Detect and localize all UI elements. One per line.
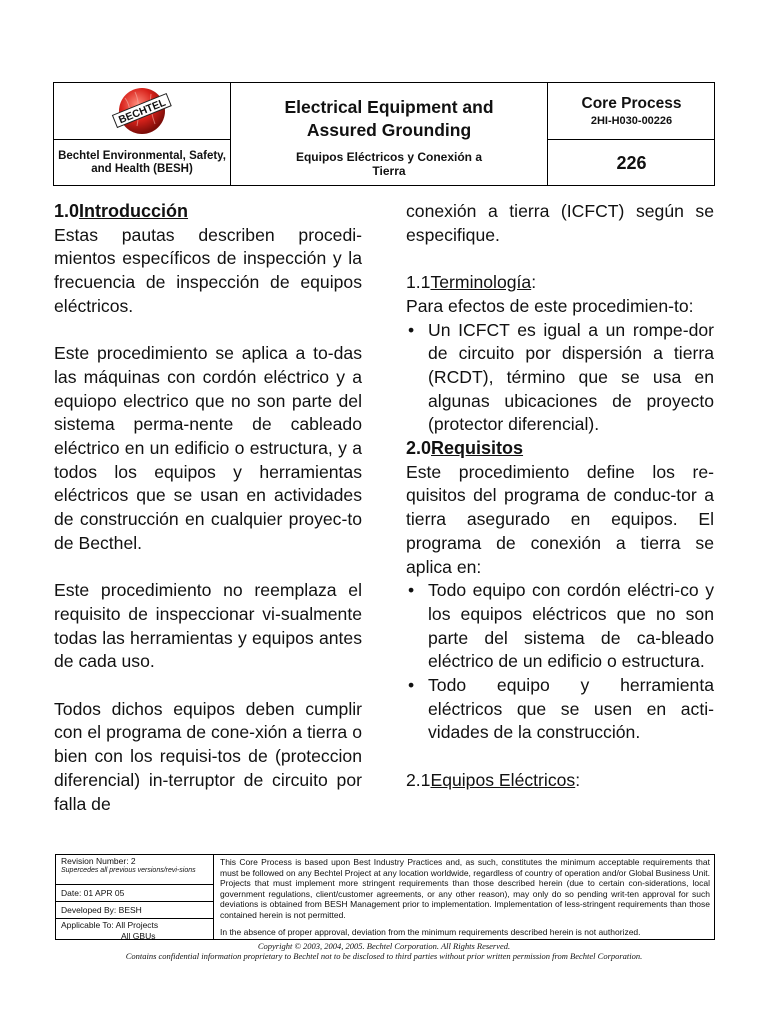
revision-number: Revision Number: 2 [61, 856, 136, 866]
terminology-list [406, 319, 714, 438]
section-2-1-number: 2.1 [406, 769, 431, 790]
title-en-line1: Electrical Equipment and [284, 96, 494, 117]
title-en-line2: Assured Grounding [306, 119, 472, 140]
section-2-heading [406, 437, 714, 461]
confidentiality-notice: Contains confidential information proprietary to Bechtel not to be disclosed to third parties without prior written permission from Bechtel Corporation. [125, 951, 643, 961]
terminology-paragraph: Para efectos de este procedimien-to: [406, 295, 694, 316]
intro-paragraph-2: Este procedimiento se aplica a to-das las máquinas con cordón eléctrico y a equiopo electrico que no son parte del sistema perma-nente de cableado eléctrico en un edificio o estructura, y a todos los equipos y herramientas eléctricos que se usan en actividades de construcción en cualquier proyec-to de Becthel. [54, 343, 362, 553]
list-item-text: Todo equipo con cordón eléctri-co y los equipos eléctricos que no son parte del sistema de ca-bleado eléctrico de un edificio o estructura. [428, 580, 714, 672]
section-1-1-colon: : [531, 272, 537, 293]
list-item [406, 579, 714, 674]
section-2-1-heading [406, 769, 714, 793]
bullet-icon: • [408, 319, 415, 340]
bechtel-logo [111, 86, 173, 136]
core-process-label: Core Process [581, 95, 682, 112]
list-item-text: Un ICFCT es igual a un rompe-dor de circuito por dispersión a tierra (RCDT), término que se usa en algunas ubicaciones de proyecto (protector diferencial). [428, 319, 714, 435]
right-column [406, 200, 714, 793]
section-1-number: 1.0 [54, 201, 80, 221]
revision-row [56, 855, 213, 885]
applicable-to-gbus: All GBUs [121, 930, 156, 941]
revision-footer [55, 854, 715, 940]
title-es-line2: Tierra [372, 163, 406, 178]
section-1-heading [54, 200, 362, 224]
deviation-text: In the absence of proper approval, deviation from the minimum requirements described herein is not authorized. [220, 927, 641, 937]
list-item [406, 319, 714, 438]
revision-info [56, 855, 214, 939]
intro-paragraph-4: Todos dichos equipos deben cumplir con el programa de cone-xión a tierra o bien con los requisi-tos de (proteccion diferencial) in-terruptor de circuito por falla de [54, 698, 362, 814]
bullet-icon: • [408, 580, 415, 601]
section-2-1-colon: : [575, 769, 581, 790]
intro-paragraph-1: Estas pautas describen procedi-mientos específicos de inspección y la frecuencia de inspección de equipos eléctricos. [54, 224, 362, 316]
section-1-title: Introducción [79, 201, 189, 221]
bullet-icon: • [408, 675, 415, 696]
date-row: Date: 01 APR 05 [56, 885, 213, 902]
applicable-to-row [56, 919, 213, 939]
intro-paragraph-3: Este procedimiento no reemplaza el requisito de inspeccionar vi-sualmente todas las herramientas y equipos antes de cada uso. [54, 580, 362, 672]
title-es-line1: Equipos Eléctricos y Conexión a [295, 149, 483, 164]
list-item [406, 674, 714, 745]
section-2-title: Requisitos [431, 438, 524, 459]
title-cell [230, 83, 548, 186]
continued-paragraph: conexión a tierra (ICFCT) según se especifique. [406, 201, 714, 245]
process-number: 226 [548, 139, 715, 186]
requirements-paragraph: Este procedimiento define los re-quisitos del programa de conduc-tor a tierra asegurado en equipos. El programa de conexión a tierra se aplica en: [406, 461, 714, 577]
core-process-statement [216, 855, 714, 940]
section-1-1-heading [406, 271, 714, 295]
doc-number: 2HI-H030-00226 [590, 115, 673, 127]
statement-text: This Core Process is based upon Best Industry Practices and, as such, constitutes the minimum acceptable requirements that must be followed on any Bechtel Project at any location worldwide, regardless of country of operation and/or Global Business Unit. Projects that must implement more stringent requirements than those described herein (due to certain con-siderations, local government regulations, client/customer agreements, or any other reason), may only do so pending writ-ten approval for such deviations is obtained from BESH Management prior to implementation. Implementation of less-stringent requirements than those contained herein is not permitted. [220, 857, 710, 920]
section-1-1-number: 1.1 [406, 272, 431, 293]
org-name: Bechtel Environmental, Safety, and Health (BESH) [54, 139, 230, 186]
section-2-1-title: Equipos Eléctricos [430, 769, 576, 790]
developed-by-row: Developed By: BESH [56, 902, 213, 919]
section-1-1-title: Terminología [430, 272, 532, 293]
supersedes-note: Supercedes all previous versions/revi-sions [61, 866, 196, 874]
core-process-cell [548, 83, 715, 139]
list-item-text: Todo equipo y herramienta eléctricos que se usen en acti-vidades de la construcción. [428, 675, 714, 743]
document-header [53, 82, 715, 186]
requirements-list [406, 579, 714, 745]
copyright-notice: Copyright © 2003, 2004, 2005. Bechtel Corporation. All Rights Reserved. [257, 941, 511, 951]
logo-cell [54, 83, 230, 139]
left-column [54, 200, 362, 816]
section-2-number: 2.0 [406, 438, 432, 459]
svg-text:BECHTEL: BECHTEL [116, 96, 168, 127]
applicable-to: Applicable To: All Projects [61, 920, 159, 930]
